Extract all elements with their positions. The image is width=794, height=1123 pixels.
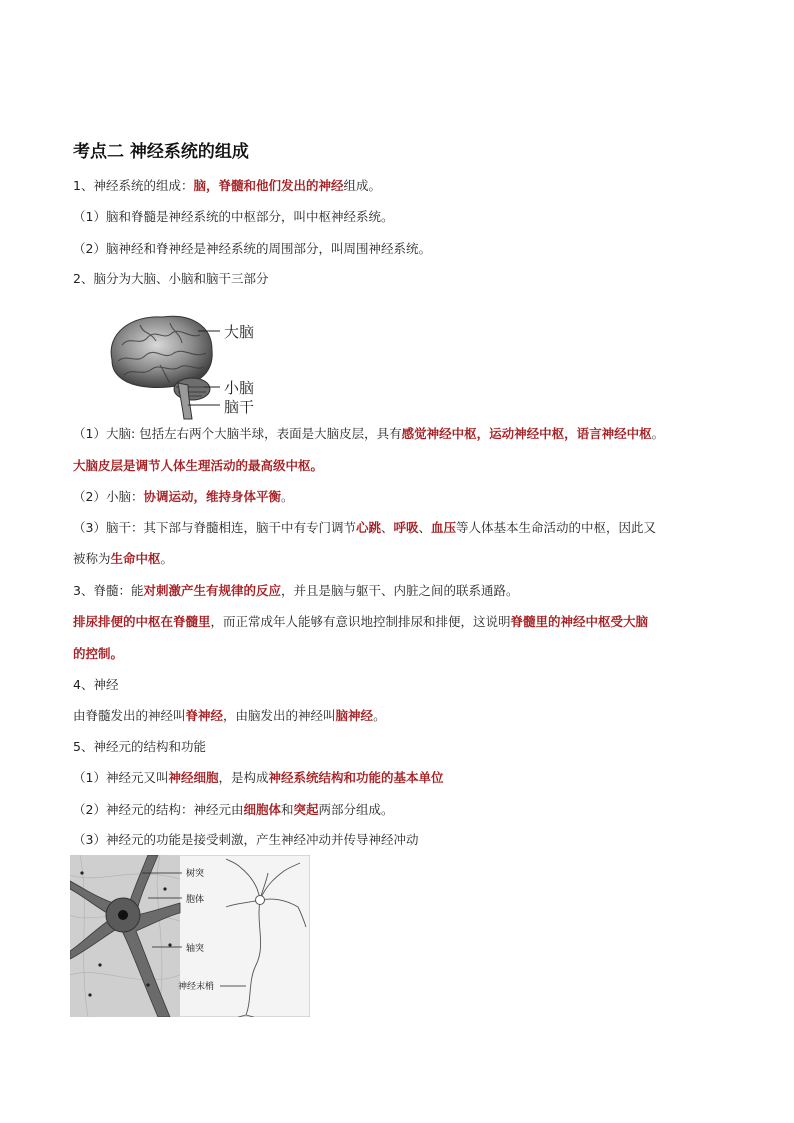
- highlight: 对刺激产生有规律的反应: [143, 583, 281, 598]
- nucleus-shape: [118, 910, 128, 920]
- paragraph-cortex-highest-center: 大脑皮层是调节人体生理活动的最高级中枢。: [73, 458, 324, 473]
- text: 。: [651, 426, 665, 441]
- highlight: 协调运动，维持身体平衡: [143, 489, 281, 504]
- paragraph-brain-parts: 2、脑分为大脑、小脑和脑干三部分: [73, 271, 269, 286]
- highlight: 神经细胞: [168, 770, 219, 785]
- highlight: 脑，脊髓和他们发出的神经: [193, 178, 344, 193]
- highlight: 脑神经: [335, 708, 374, 723]
- paragraph-neuron-structure: [73, 801, 394, 819]
- text: 、: [380, 520, 394, 535]
- label-cerebrum: 大脑: [224, 323, 255, 341]
- paragraph-brainstem: [73, 519, 656, 537]
- label-dendrite: 树突: [186, 869, 205, 879]
- section-heading: 考点二 神经系统的组成: [73, 142, 249, 162]
- text: 、: [418, 520, 432, 535]
- text: 和: [280, 802, 294, 817]
- label-axon: 轴突: [186, 944, 205, 954]
- highlight: 呼吸: [393, 520, 419, 535]
- text: 。: [280, 489, 294, 504]
- brain-figure: [100, 305, 300, 420]
- text: ，由脑发出的神经叫: [223, 708, 336, 723]
- highlight: 神经系统结构和功能的基本单位: [268, 770, 444, 785]
- text: 3、脊髓：能: [73, 583, 144, 598]
- text: （3）脑干：其下部与脊髓相连，脑干中有专门调节: [73, 520, 356, 535]
- highlight: 生命中枢: [110, 551, 161, 566]
- paragraph-cerebellum: [73, 488, 293, 506]
- highlight: 细胞体: [243, 802, 281, 817]
- paragraph-nervous-system-composition: [73, 177, 381, 195]
- paragraph-life-center: [73, 550, 173, 568]
- label-brainstem: 脑干: [224, 398, 255, 416]
- paragraph-central-nervous-system: （1）脑和脊髓是神经系统的中枢部分，叫中枢神经系统。: [73, 209, 394, 224]
- text: （1）大脑: 包括左右两个大脑半球，表面是大脑皮层，具有: [73, 426, 402, 441]
- highlight: 心跳: [355, 520, 381, 535]
- text: ，并且是脑与躯干、内脏之间的联系通路。: [280, 583, 519, 598]
- paragraph-neuron-heading: 5、神经元的结构和功能: [73, 739, 206, 754]
- highlight: 血压: [431, 520, 457, 535]
- text: （2）神经元的结构：神经元由: [73, 802, 244, 817]
- neuron-figure: [70, 855, 310, 1017]
- cerebrum-shape: [111, 316, 212, 387]
- text: 1、神经系统的组成：: [73, 178, 194, 193]
- highlight: 排尿排便的中枢在脊髓里: [73, 614, 211, 629]
- paragraph-peripheral-nervous-system: （2）脑神经和脊神经是神经系统的周围部分，叫周围神经系统。: [73, 241, 431, 256]
- text: 。: [160, 551, 174, 566]
- text: （1）神经元又叫: [73, 770, 169, 785]
- highlight: 脊髓里的神经中枢受大脑: [510, 614, 649, 629]
- label-cerebellum: 小脑: [224, 379, 255, 397]
- text: 两部分组成。: [318, 802, 394, 817]
- text: 等人体基本生命活动的中枢，因此又: [456, 520, 657, 535]
- highlight: 感觉神经中枢，运动神经中枢，语言神经中枢: [401, 426, 652, 441]
- paragraph-brain-control: 的控制。: [73, 646, 124, 661]
- paragraph-nerves: [73, 707, 386, 725]
- text: 。: [373, 708, 386, 723]
- highlight: 脊神经: [185, 708, 224, 723]
- text: （2）小脑：: [73, 489, 144, 504]
- text: 组成。: [343, 178, 381, 193]
- highlight: 突起: [293, 802, 319, 817]
- paragraph-cerebrum: [73, 425, 664, 443]
- text: 被称为: [73, 551, 111, 566]
- text: ，是构成: [218, 770, 269, 785]
- label-cell-body: 胞体: [186, 895, 205, 905]
- label-nerve-ending: 神经末梢: [178, 982, 215, 992]
- text: ，而正常成年人能够有意识地控制排尿和排便，这说明: [210, 614, 511, 629]
- text: 由脊髓发出的神经叫: [73, 708, 186, 723]
- paragraph-spinal-cord: [73, 582, 518, 600]
- paragraph-urination-center: [73, 613, 648, 631]
- paragraph-neuron-definition: [73, 769, 444, 787]
- paragraph-nerves-heading: 4、神经: [73, 677, 119, 692]
- paragraph-neuron-function: （3）神经元的功能是接受刺激，产生神经冲动并传导神经冲动: [73, 832, 419, 847]
